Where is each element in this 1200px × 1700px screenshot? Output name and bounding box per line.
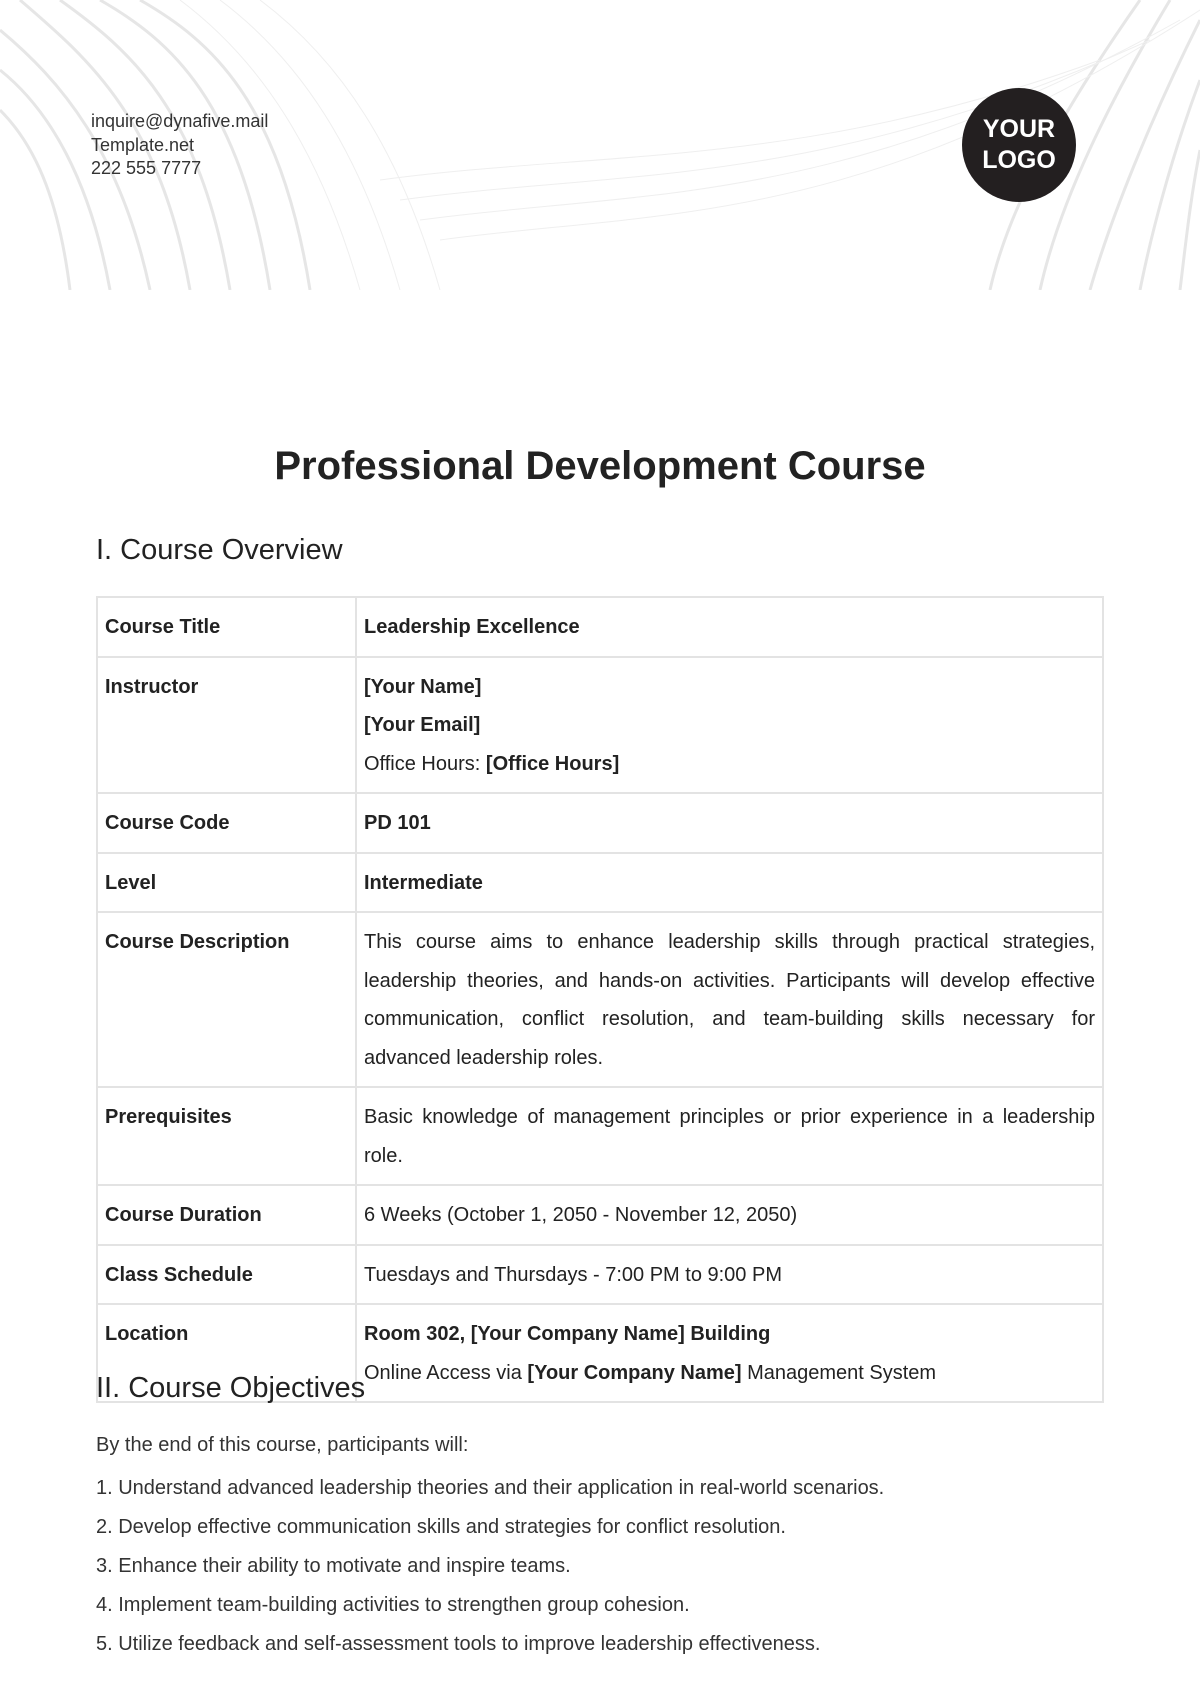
row-value: Intermediate — [356, 853, 1103, 913]
row-value: Basic knowledge of management principles or prior experience in a leadership role. — [356, 1087, 1103, 1185]
section-heading-overview: I. Course Overview — [96, 534, 343, 566]
office-hours — [364, 745, 1095, 784]
row-value — [356, 657, 1103, 794]
course-overview-table — [96, 596, 1104, 1403]
row-label: Course Title — [97, 597, 356, 657]
instructor-email: [Your Email] — [364, 714, 481, 736]
row-value: Leadership Excellence — [356, 597, 1103, 657]
table-row — [97, 657, 1103, 794]
row-label: Class Schedule — [97, 1245, 356, 1305]
list-item: 3. Enhance their ability to motivate and inspire teams. — [96, 1555, 571, 1577]
logo-text-line2: LOGO — [982, 146, 1056, 174]
table-row — [97, 1087, 1103, 1185]
row-value — [356, 1304, 1103, 1402]
row-label: Course Code — [97, 793, 356, 853]
online-prefix: Online Access via — [364, 1361, 528, 1384]
objectives-list — [96, 1469, 884, 1664]
list-item: 5. Utilize feedback and self-assessment tools to improve leadership effectiveness. — [96, 1633, 821, 1655]
row-label: Level — [97, 853, 356, 913]
row-label: Course Description — [97, 912, 356, 1087]
office-hours-label: Office Hours: — [364, 752, 486, 775]
table-row — [97, 853, 1103, 913]
table-row — [97, 793, 1103, 853]
row-value: This course aims to enhance leadership skills through practical strategies, leadership theories, and hands-on activities. Participants will develop effective communication, conflict resolution, and team-building skills necessary for advanced leadership roles. — [356, 912, 1103, 1087]
table-row — [97, 1185, 1103, 1245]
contact-website: Template.net — [91, 134, 195, 155]
row-value: 6 Weeks (October 1, 2050 - November 12, 2050) — [356, 1185, 1103, 1245]
table-row — [97, 597, 1103, 657]
table-row — [97, 912, 1103, 1087]
row-value: PD 101 — [356, 793, 1103, 853]
row-value: Tuesdays and Thursdays - 7:00 PM to 9:00 PM — [356, 1245, 1103, 1305]
office-hours-value: [Office Hours] — [485, 752, 620, 775]
location-room: Room 302, [Your Company Name] Building — [364, 1323, 771, 1345]
instructor-name: [Your Name] — [364, 675, 482, 698]
contact-phone: 222 555 7777 — [91, 158, 202, 178]
online-company: [Your Company Name] — [527, 1361, 742, 1384]
location-online — [364, 1354, 1095, 1393]
row-label: Prerequisites — [97, 1087, 356, 1185]
document-title: Professional Development Course — [274, 444, 926, 488]
table-row — [97, 1245, 1103, 1305]
list-item: 2. Develop effective communication skills and strategies for conflict resolution. — [96, 1516, 786, 1538]
company-logo — [962, 88, 1076, 202]
section-heading-objectives: II. Course Objectives — [96, 1372, 366, 1404]
objectives-intro: By the end of this course, participants will: — [96, 1434, 469, 1456]
contact-email: inquire@dynafive.mail — [91, 111, 269, 131]
row-label: Location — [97, 1304, 356, 1402]
list-item: 1. Understand advanced leadership theories and their application in real-world scenarios. — [96, 1477, 885, 1499]
list-item: 4. Implement team-building activities to strengthen group cohesion. — [96, 1594, 690, 1616]
row-label: Instructor — [97, 657, 356, 794]
logo-text-line1: YOUR — [982, 115, 1056, 143]
online-suffix: Management System — [741, 1361, 937, 1384]
contact-info — [91, 110, 268, 181]
row-label: Course Duration — [97, 1185, 356, 1245]
